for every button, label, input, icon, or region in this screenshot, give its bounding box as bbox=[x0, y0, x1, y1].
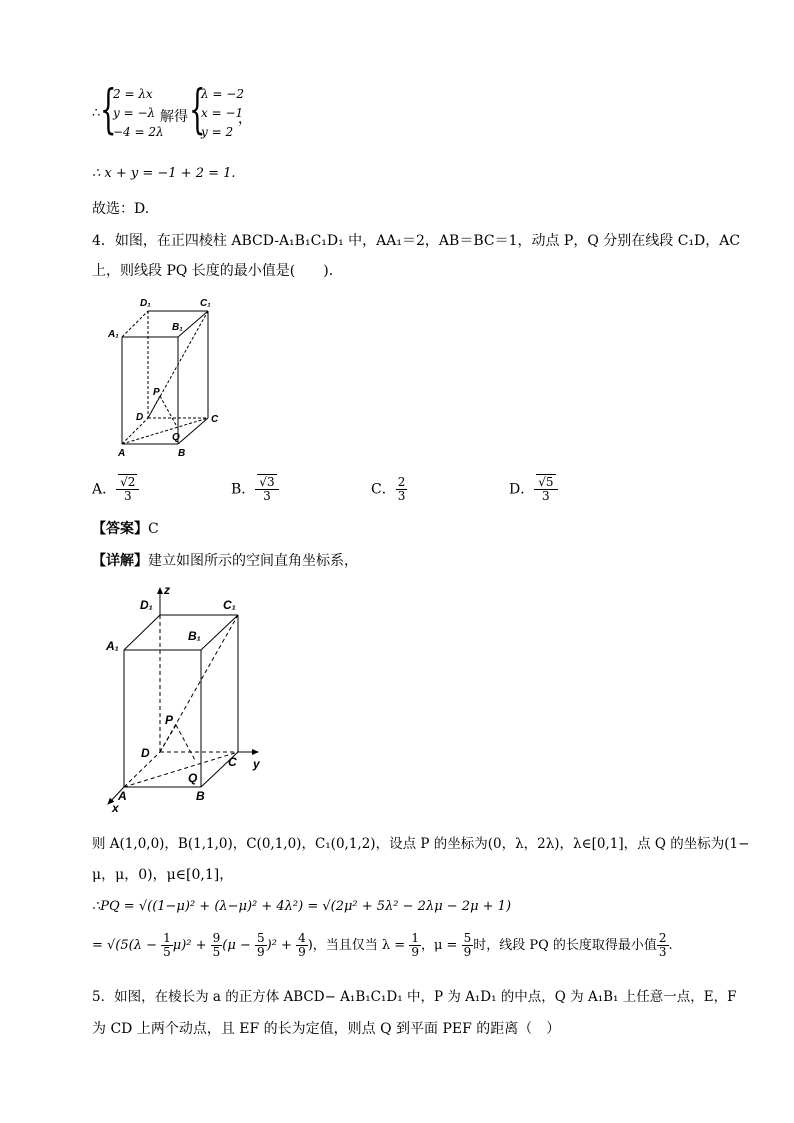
option-a[interactable] bbox=[92, 476, 139, 503]
option-letter: B． bbox=[231, 481, 256, 498]
answer-label: 【答案】 bbox=[92, 521, 148, 537]
fraction-1-5: $\frac{1}{5}$ bbox=[163, 931, 171, 959]
option-letter: A． bbox=[92, 481, 117, 498]
fraction-9-5: $\frac{9}{5}$ bbox=[212, 931, 221, 959]
label-D1: D₁ bbox=[140, 598, 153, 612]
formula-part: ，μ = bbox=[420, 938, 462, 953]
pq-formula-line-1: ∴PQ = √((1−μ)² + (λ−μ)² + 4λ²) = √(2μ² + 5λ² − 2λμ − 2μ + 1) bbox=[92, 899, 512, 914]
detail-label: 【详解】 bbox=[92, 553, 148, 569]
label-D: D bbox=[141, 746, 150, 760]
fraction-5-9b: $\frac{5}{9}$ bbox=[463, 931, 472, 959]
fraction-4-9: $\frac{4}{9}$ bbox=[298, 931, 306, 959]
pq-formula-line-2 bbox=[92, 932, 673, 959]
formula-part: )，当且仅当 λ = bbox=[307, 938, 410, 953]
label-P: P bbox=[153, 387, 160, 398]
label-Q: Q bbox=[172, 432, 180, 443]
fraction-denominator: 3 bbox=[263, 489, 271, 503]
label-A: A bbox=[118, 448, 126, 459]
fraction-5-9: $\frac{5}{9}$ bbox=[256, 931, 265, 959]
fraction-denominator: 3 bbox=[542, 489, 550, 503]
fraction-2-3: $\frac{2}{3}$ bbox=[658, 931, 667, 959]
equation-system-1 bbox=[113, 85, 164, 142]
equation-row: λ = −2 bbox=[201, 87, 244, 101]
fraction-numerator: 2 bbox=[397, 475, 406, 489]
fraction-numerator: √3 bbox=[259, 475, 275, 489]
option-fraction bbox=[116, 476, 139, 503]
prism-figure bbox=[100, 290, 230, 460]
label-D: D bbox=[136, 412, 144, 423]
label-B: B bbox=[178, 448, 186, 459]
equation-row: 2 = λx bbox=[113, 87, 153, 101]
label-A1: A₁ bbox=[108, 329, 119, 340]
label-C: C bbox=[228, 755, 237, 769]
label-B1: B₁ bbox=[172, 322, 183, 333]
brace-left-1: { bbox=[100, 80, 117, 140]
option-c[interactable] bbox=[371, 476, 407, 503]
formula-part: 时，线段 PQ 的长度取得最小值 bbox=[473, 938, 657, 953]
formula-part: = √(5(λ − bbox=[92, 938, 162, 953]
sum-line: ∴ x + y = −1 + 2 = 1. bbox=[92, 166, 236, 181]
detail-line bbox=[92, 550, 358, 570]
option-letter: D． bbox=[509, 481, 535, 498]
label-C1: C₁ bbox=[200, 298, 211, 309]
option-fraction bbox=[255, 476, 278, 503]
label-C: C bbox=[211, 414, 219, 425]
detail-text: 建立如图所示的空间直角坐标系， bbox=[148, 553, 358, 569]
label-Q: Q bbox=[188, 771, 198, 785]
fraction-1-9: $\frac{1}{9}$ bbox=[411, 931, 419, 959]
formula-part: (μ − bbox=[222, 938, 255, 953]
brace-left-2: { bbox=[189, 80, 206, 140]
choice-line: 故选：D. bbox=[92, 201, 150, 217]
coordinate-prism-figure bbox=[98, 582, 273, 814]
label-A: A bbox=[118, 789, 127, 803]
question-text-line-2: 上，则线段 PQ 长度的最小值是( )． bbox=[92, 263, 343, 279]
label-x: x bbox=[112, 801, 119, 814]
option-letter: C． bbox=[371, 481, 396, 498]
option-fraction bbox=[534, 476, 557, 503]
equation-row: y = 2 bbox=[201, 125, 234, 139]
label-B: B bbox=[196, 789, 205, 803]
option-fraction bbox=[396, 476, 408, 503]
coordinates-line-1: 则 A(1,0,0)，B(1,1,0)，C(0,1,0)，C₁(0,1,2)，设点 P 的坐标为(0，λ，2λ)，λ∈[0,1]，点 Q 的坐标为(1− bbox=[92, 836, 750, 852]
option-b[interactable] bbox=[231, 476, 279, 503]
equation-row: x = −1 bbox=[201, 106, 244, 120]
equation-row: −4 = 2λ bbox=[113, 125, 164, 139]
label-z: z bbox=[164, 583, 170, 597]
therefore-symbol: ∴ bbox=[92, 106, 101, 121]
label-B1: B₁ bbox=[188, 629, 201, 643]
label-C1: C₁ bbox=[223, 598, 236, 612]
equation-row: y = −λ bbox=[113, 106, 156, 120]
question-text-line-1: 4．如图，在正四棱柱 ABCD-A₁B₁C₁D₁ 中，AA₁＝2，AB＝BC＝1，动点 P，Q 分别在线段 C₁D，AC bbox=[92, 233, 741, 249]
formula-part: . bbox=[668, 938, 673, 953]
label-A1: A₁ bbox=[106, 639, 119, 653]
fraction-numerator: √5 bbox=[538, 475, 554, 489]
question-text-line-2: 为 CD 上两个动点，且 EF 的长为定值，则点 Q 到平面 PEF 的距离（ ） bbox=[92, 1021, 561, 1037]
solve-word: 解得 bbox=[160, 109, 188, 125]
formula-part: μ)² + bbox=[172, 938, 211, 953]
coordinates-line-2: μ，μ，0)，μ∈[0,1]， bbox=[92, 867, 234, 883]
formula-part: )² + bbox=[266, 938, 297, 953]
fraction-denominator: 3 bbox=[123, 489, 132, 503]
answer-value: C bbox=[148, 521, 159, 537]
label-D1: D₁ bbox=[140, 298, 151, 309]
question-text-line-1: 5．如图，在棱长为 a 的正方体 ABCD− A₁B₁C₁D₁ 中，P 为 A₁D₁ 的中点，Q 为 A₁B₁ 上任意一点，E，F bbox=[92, 989, 737, 1005]
fraction-numerator: √2 bbox=[120, 475, 136, 489]
label-y: y bbox=[253, 757, 260, 771]
comma: ， bbox=[238, 111, 252, 127]
answer-line bbox=[92, 518, 159, 538]
fraction-denominator: 3 bbox=[397, 489, 406, 503]
label-P: P bbox=[165, 713, 174, 727]
option-d[interactable] bbox=[509, 476, 558, 503]
